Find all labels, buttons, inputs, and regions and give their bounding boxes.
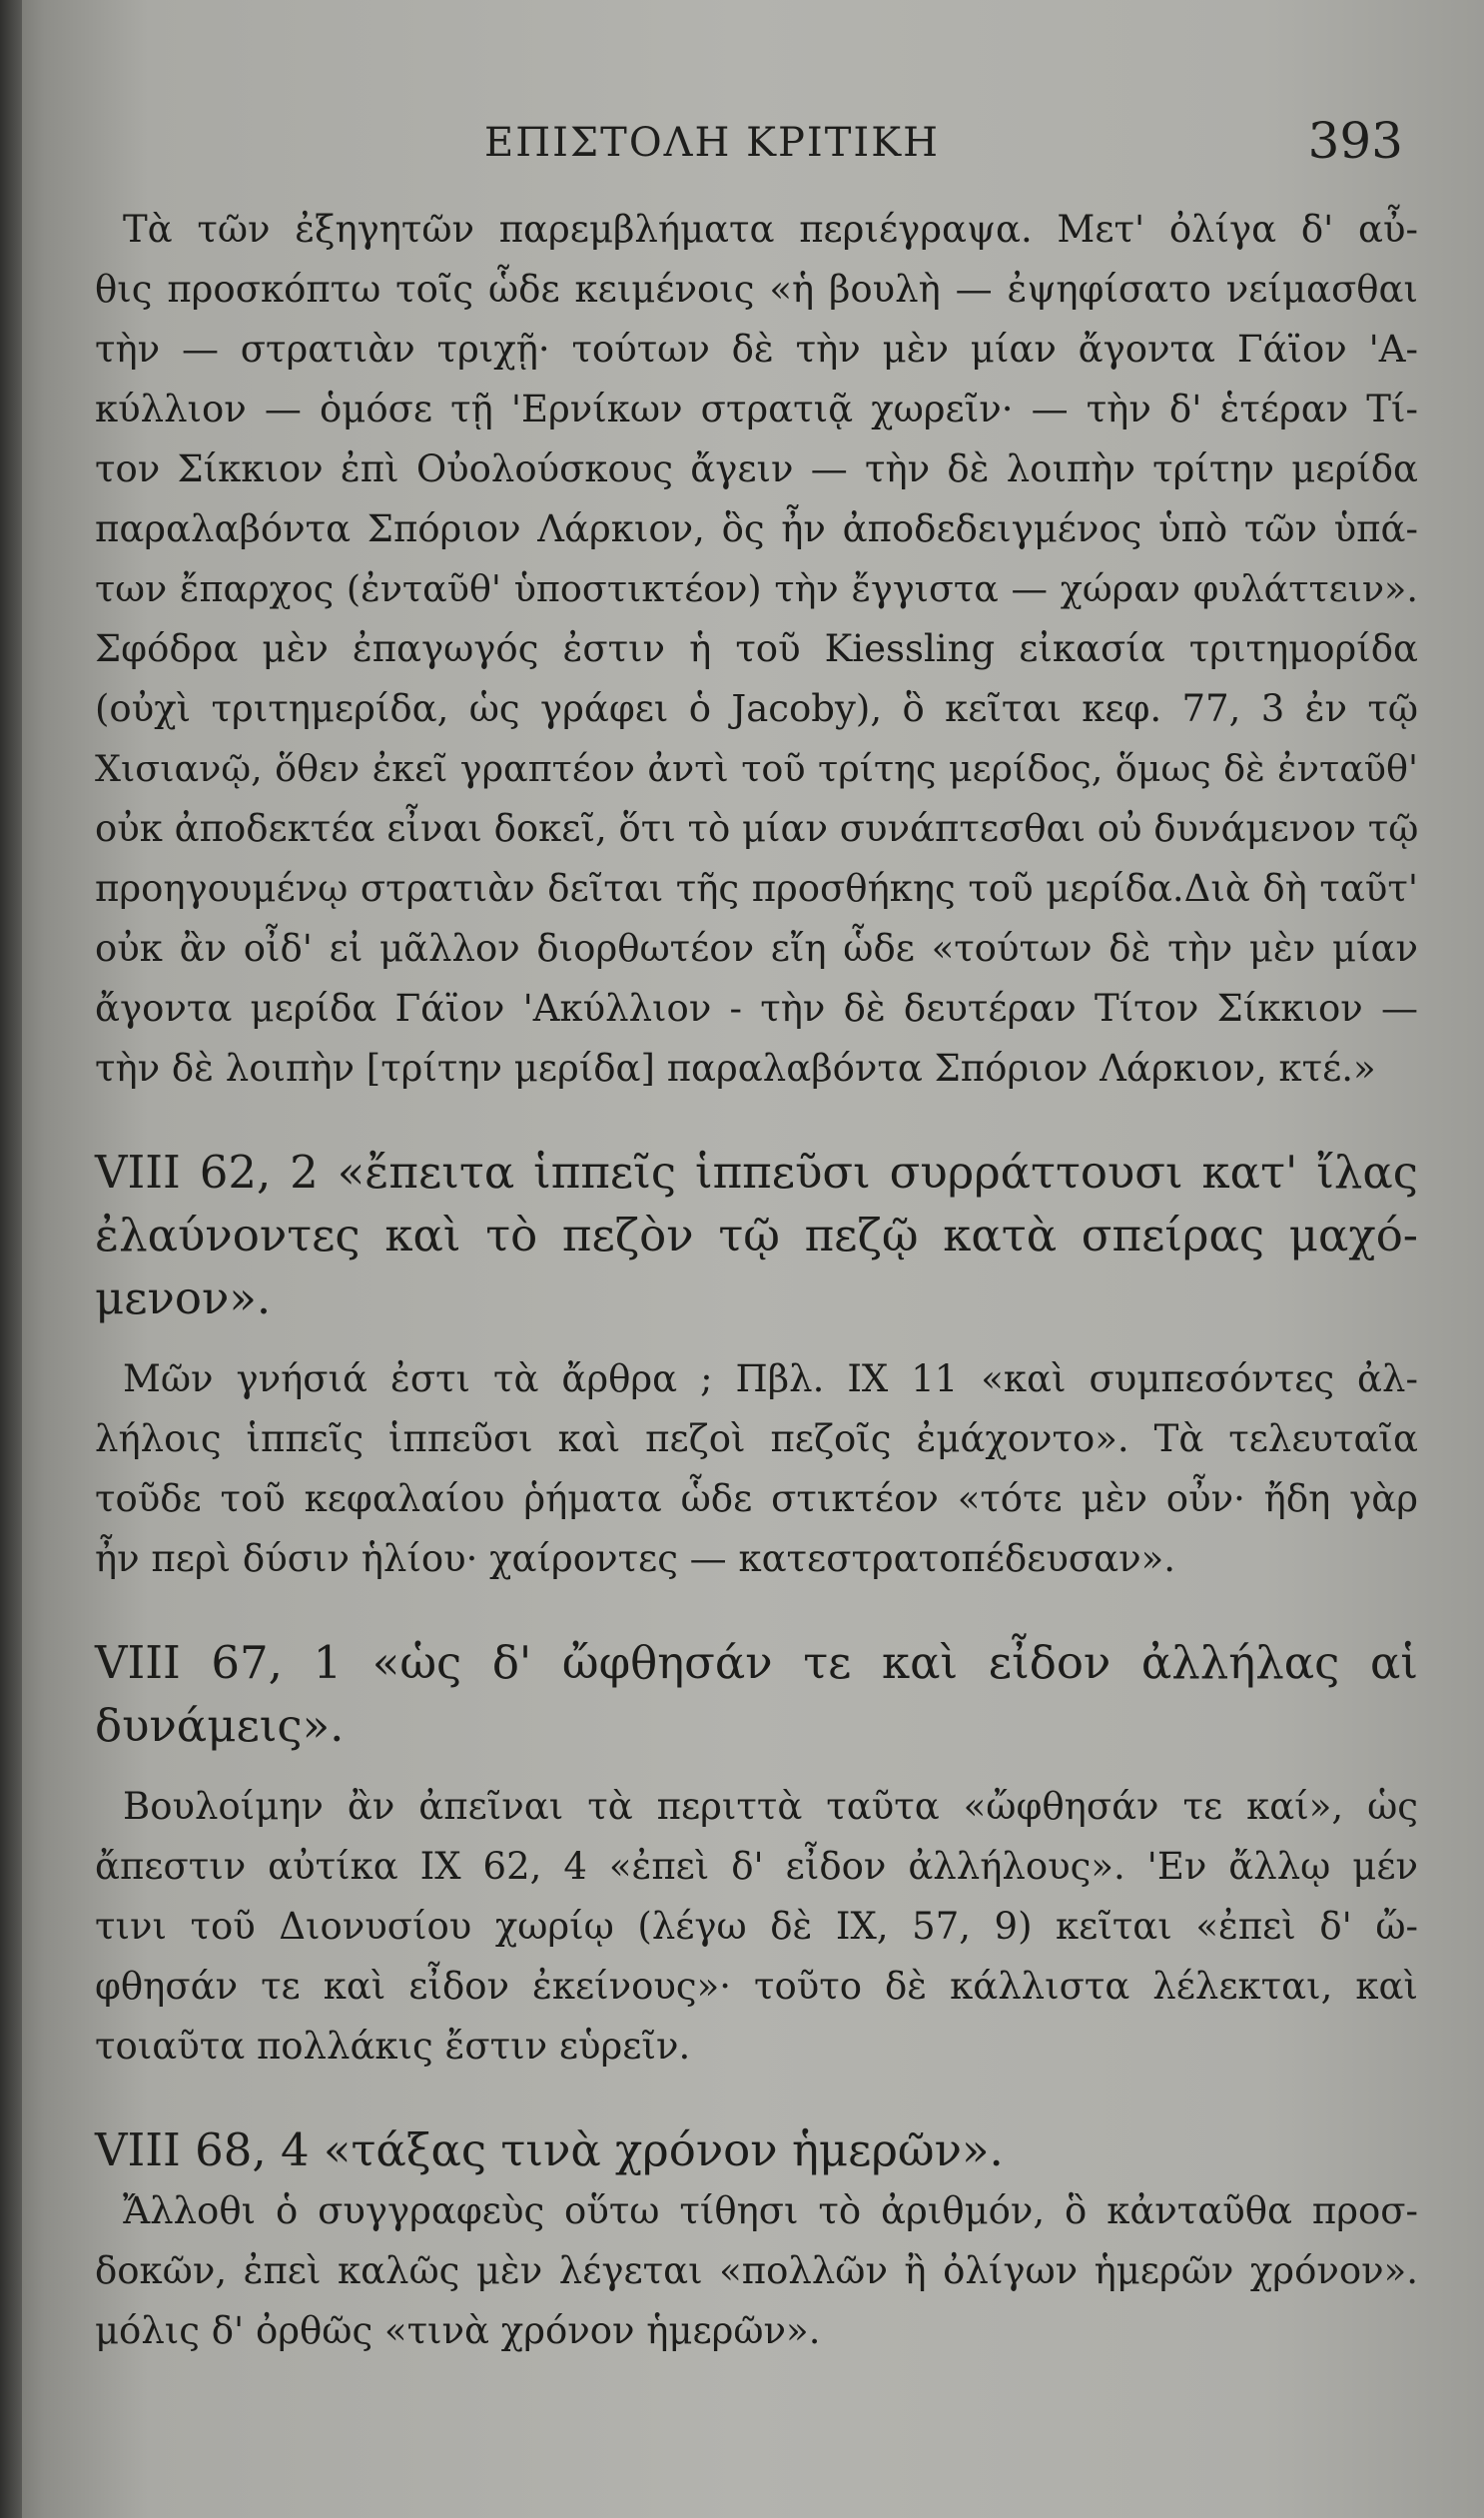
text-line: Βουλοίμην ἂν ἀπεῖναι τὰ περιττὰ ταῦτα «ὤφθησάν τε καί», ὡς <box>123 1785 1418 1828</box>
quotation-line: μενον». <box>95 1271 272 1324</box>
text-line: φθησάν τε καὶ εἶδον ἐκείνους»· τοῦτο δὲ κάλλιστα λέλεκται, καὶ <box>95 1965 1418 2008</box>
quotation-line: VIII 68, 4 «τάξας τινὰ χρόνον ἡμερῶν». <box>95 2123 1004 2176</box>
text-line: ἄπεστιν αὐτίκα IX 62, 4 «ἐπεὶ δ' εἶδον ἀλλήλους». 'Εν ἄλλῳ μέν <box>95 1845 1418 1888</box>
body-text <box>95 200 1418 2361</box>
text-line: δοκῶν, ἐπεὶ καλῶς μὲν λέγεται «πολλῶν ἢ ὀλίγων ἡμερῶν χρόνον». <box>95 2249 1418 2292</box>
text-line: οὐκ ἂν οἶδ' εἰ μᾶλλον διορθωτέον εἴη ὧδε «τούτων δὲ τὴν μὲν μίαν <box>95 927 1418 970</box>
text-line: οὐκ ἀποδεκτέα εἶναι δοκεῖ, ὅτι τὸ μίαν συνάπτεσθαι οὐ δυνάμενον τῷ <box>95 807 1419 850</box>
section-viii-67 <box>95 1631 1418 2077</box>
text-line: μόλις δ' ὀρθῶς «τινὰ χρόνον ἡμερῶν». <box>95 2309 821 2352</box>
quotation-line: ἐλαύνοντες καὶ τὸ πεζὸν τῷ πεζῷ κατὰ σπείρας μαχό- <box>95 1209 1418 1261</box>
text-line: ἄγοντα μερίδα Γάϊον 'Ακύλλιον - τὴν δὲ δευτέραν Τίτον Σίκκιον — <box>95 987 1418 1030</box>
text-line: τινι τοῦ Διονυσίου χωρίῳ (λέγω δὲ IX, 57, 9) κεῖται «ἐπεὶ δ' ὤ- <box>95 1905 1418 1948</box>
text-line: Τὰ τῶν ἐξηγητῶν παρεμβλήματα περιέγραψα. Μετ' ὀλίγα δ' αὖ- <box>123 208 1418 251</box>
text-line: θις προσκόπτω τοῖς ὧδε κειμένοις «ἡ βουλὴ — ἐψηφίσατο νείμασθαι <box>95 268 1418 311</box>
section-viii-62 <box>95 1141 1418 1589</box>
section-viii-68 <box>95 2118 1418 2361</box>
text-line: Χισιανῷ, ὅθεν ἐκεῖ γραπτέον ἀντὶ τοῦ τρίτης μερίδος, ὅμως δὲ ἐνταῦθ' <box>95 747 1418 790</box>
text-line: τὴν δὲ λοιπὴν [τρίτην μερίδα] παραλαβόντα Σπόριον Λάρκιον, κτέ.» <box>95 1047 1376 1090</box>
text-line: τὴν — στρατιὰν τριχῇ· τούτων δὲ τὴν μὲν μίαν ἄγοντα Γάϊον 'Α- <box>95 328 1418 371</box>
text-line: τοῦδε τοῦ κεφαλαίου ῥήματα ὧδε στικτέον «τότε μὲν οὖν· ἤδη γὰρ <box>95 1477 1418 1520</box>
page-header <box>95 112 1403 182</box>
text-line: (οὐχὶ τριτημερίδα, ὡς γράφει ὁ Jacoby), ὃ κεῖται κεφ. 77, 3 ἐν τῷ <box>95 687 1418 730</box>
text-line: λήλοις ἱππεῖς ἱππεῦσι καὶ πεζοὶ πεζοῖς ἐμάχοντο». Τὰ τελευταῖα <box>95 1417 1418 1460</box>
quotation-line: VIII 67, 1 «ὡς δ' ὤφθησάν τε καὶ εἶδον ἀλλήλας αἱ <box>95 1636 1418 1689</box>
running-title: ΕΠΙΣΤΟΛΗ ΚΡΙΤΙΚΗ <box>484 120 940 166</box>
quotation-line: VIII 62, 2 «ἔπειτα ἱππεῖς ἱππεῦσι συρράττουσι κατ' ἴλας <box>95 1146 1418 1199</box>
text-line: Μῶν γνήσιά ἐστι τὰ ἄρθρα ; Πβλ. IX 11 «καὶ συμπεσόντες ἀλ- <box>123 1357 1418 1400</box>
text-line: ἦν περὶ δύσιν ἡλίου· χαίροντες — κατεστρατοπέδευσαν». <box>95 1537 1175 1580</box>
text-line: Σφόδρα μὲν ἐπαγωγός ἐστιν ἡ τοῦ Kiessling εἰκασία τριτημορίδα <box>95 627 1418 670</box>
text-line: Ἄλλοθι ὁ συγγραφεὺς οὕτω τίθησι τὸ ἀριθμόν, ὃ κἀνταῦθα προσ- <box>123 2189 1418 2232</box>
book-spine-shadow <box>0 0 22 2518</box>
page-number: 393 <box>1307 112 1403 170</box>
quotation-line: δυνάμεις». <box>95 1699 345 1752</box>
text-line: κύλλιον — ὁμόσε τῇ 'Ερνίκων στρατιᾷ χωρεῖν· — τὴν δ' ἑτέραν Τί- <box>95 388 1418 430</box>
text-line: τοιαῦτα πολλάκις ἔστιν εὑρεῖν. <box>95 2025 691 2068</box>
text-line: παραλαβόντα Σπόριον Λάρκιον, ὃς ἦν ἀποδεδειγμένος ὑπὸ τῶν ὑπά- <box>95 507 1418 550</box>
text-line: προηγουμένῳ στρατιὰν δεῖται τῆς προσθήκης τοῦ μερίδα.Διὰ δὴ ταῦτ' <box>95 867 1418 910</box>
paragraph <box>95 200 1418 1099</box>
text-line: των ἔπαρχος (ἐνταῦθ' ὑποστικτέον) τὴν ἔγγιστα — χώραν φυλάττειν». <box>95 567 1418 610</box>
text-line: τον Σίκκιον ἐπὶ Οὐολούσκους ἄγειν — τὴν δὲ λοιπὴν τρίτην μερίδα <box>95 447 1418 490</box>
